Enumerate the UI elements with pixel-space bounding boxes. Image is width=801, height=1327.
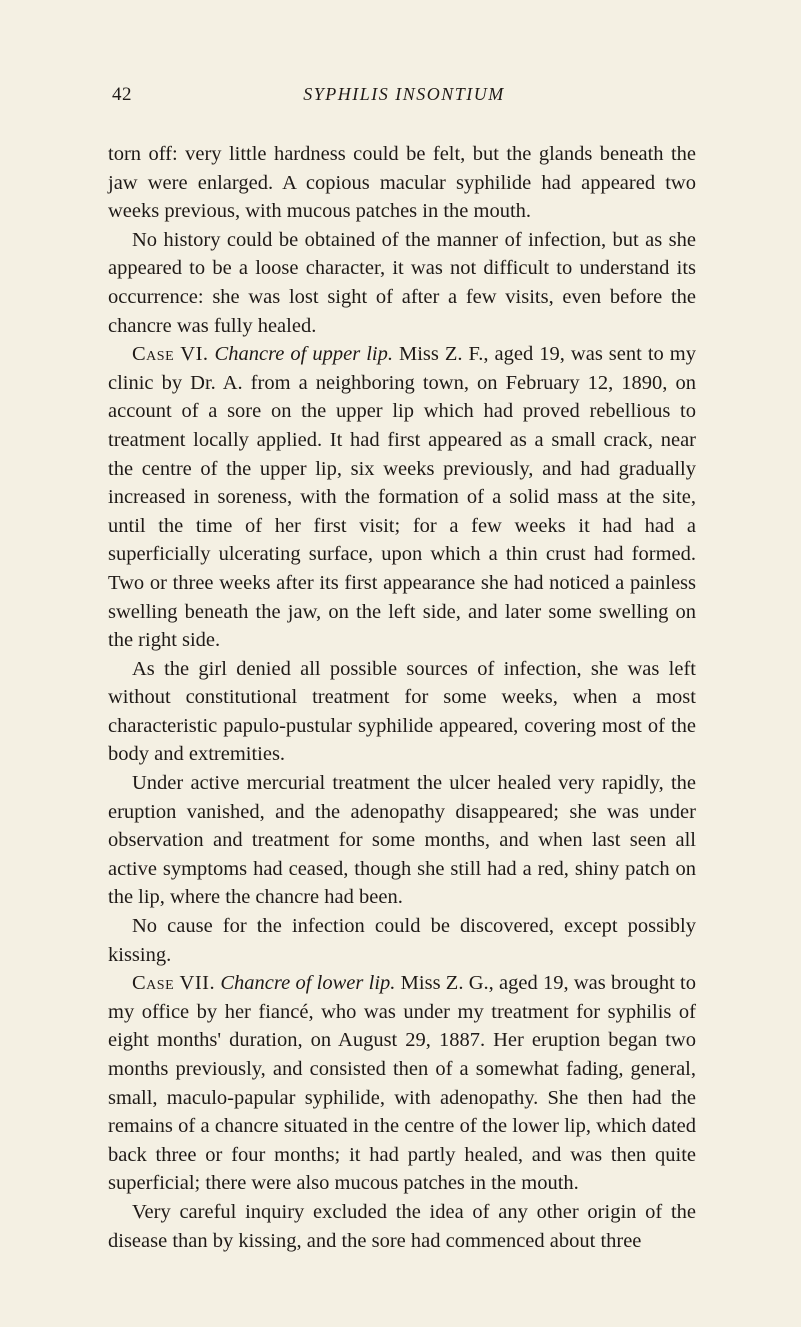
page-number: 42 bbox=[112, 84, 132, 105]
paragraph: Very careful inquiry excluded the idea of any other origin of the disease than by kissing, and the sore had commenced about three bbox=[108, 1200, 696, 1252]
case-paragraph: Case VI. Chancre of upper lip. Miss Z. F., aged 19, was sent to my clinic by Dr. A. from a neighboring town, on February 12, 1890, on account of a sore on the upper lip which had proved rebellious to treatment locally applied. It had first appeared as a small crack, near the centre of the upper lip, six weeks previously, and had gradually increased in soreness, with the formation of a solid mass at the site, until the time of her first visit; for a few weeks it had had a superficially ulcerating surface, upon which a thin crust had formed. Two or three weeks after its first appearance she had noticed a painless swelling beneath the jaw, on the left side, and later some swelling on the right side. bbox=[108, 343, 696, 652]
running-title: SYPHILIS INSONTIUM bbox=[303, 84, 505, 104]
body-text bbox=[108, 140, 696, 1255]
case-title: Chancre of upper lip. bbox=[214, 343, 393, 366]
case-label: Case VII. bbox=[132, 972, 216, 995]
paragraph: Under active mercurial treatment the ulcer healed very rapidly, the eruption vanished, and the adenopathy disappeared; she was under observation and treatment for some months, and when last seen all active symptoms had ceased, though she still had a red, shiny patch on the lip, where the chancre had been. bbox=[108, 772, 696, 909]
running-head bbox=[112, 84, 696, 114]
case-label: Case VI. bbox=[132, 343, 209, 366]
paragraph: No cause for the infection could be discovered, except possibly kissing. bbox=[108, 915, 696, 966]
paragraph: No history could be obtained of the manner of infection, but as she appeared to be a loose character, it was not difficult to understand its occurrence: she was lost sight of after a few visits, even before the chancre was fully healed. bbox=[108, 228, 696, 337]
paragraph: As the girl denied all possible sources of infection, she was left without constitutional treatment for some weeks, when a most characteristic papulo-pustular syphilide appeared, covering most of the body and extremities. bbox=[108, 657, 696, 766]
case-title: Chancre of lower lip. bbox=[220, 972, 396, 995]
paragraph: torn off: very little hardness could be felt, but the glands beneath the jaw were enlarged. A copious macular syphilide had appeared two weeks previous, with mucous patches in the mouth. bbox=[108, 143, 696, 223]
case-paragraph: Case VII. Chancre of lower lip. Miss Z. G., aged 19, was brought to my office by her fiancé, who was under my treatment for syphilis of eight months' duration, on August 29, 1887. Her eruption began two months previously, and consisted then of a somewhat fading, general, small, maculo-papular syphilide, with adenopathy. She then had the remains of a chancre situated in the centre of the lower lip, which dated back three or four months; it had partly healed, and was then quite superficial; there were also mucous patches in the mouth. bbox=[108, 972, 696, 1195]
